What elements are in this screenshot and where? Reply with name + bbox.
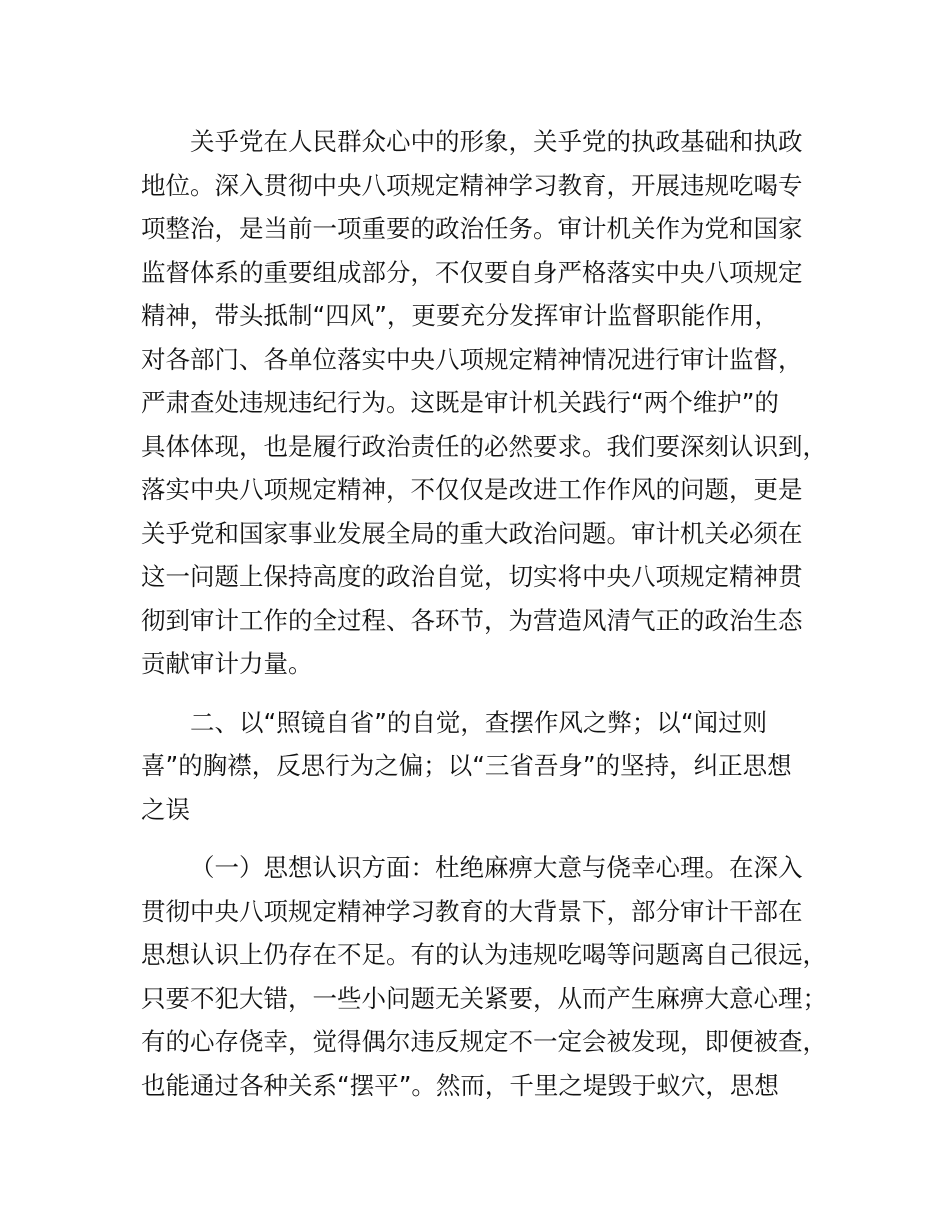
section-heading-two (141, 701, 841, 832)
text-line: 这一问题上保持高度的政治自觉，切实将中央八项规定精神贯 (141, 562, 803, 591)
paragraph-importance (141, 120, 841, 686)
text-line: 之误 (141, 794, 190, 824)
text-line: 项整治，是当前一项重要的政治任务。审计机关作为党和国家 (141, 214, 803, 243)
text-line: 落实中央八项规定精神，不仅仅是改进工作作风的问题，更是 (141, 475, 803, 504)
text-line: 监督体系的重要组成部分，不仅要自身严格落实中央八项规定 (141, 257, 803, 287)
text-line: 思想认识上仍存在不足。有的认为违规吃喝等问题离自己很远， (141, 940, 827, 969)
document-body (141, 120, 841, 1107)
text-line: 喜”的胸襟，反思行为之偏；以“三省吾身”的坚持，纠正思想 (141, 751, 792, 780)
text-line: 贯彻中央八项规定精神学习教育的大背景下，部分审计干部在 (141, 896, 803, 926)
text-line: 对各部门、各单位落实中央八项规定精神情况进行审计监督， (141, 344, 803, 374)
text-line: 关乎党和国家事业发展全局的重大政治问题。审计机关必须在 (141, 518, 803, 548)
text-line: 也能通过各种关系“摆平”。然而，千里之堤毁于蚁穴，思想 (141, 1070, 779, 1100)
paragraph-ideological-awareness (141, 846, 841, 1107)
text-line: 有的心存侥幸，觉得偶尔违反规定不一定会被发现，即便被查， (141, 1027, 827, 1056)
text-line: 地位。深入贯彻中央八项规定精神学习教育，开展违规吃喝专 (141, 170, 803, 200)
text-line: 二、以“照镜自省”的自觉，查摆作风之弊；以“闻过则 (190, 707, 768, 737)
text-line: 关乎党在人民群众心中的形象，关乎党的执政基础和执政 (190, 127, 803, 156)
text-line: （一）思想认识方面：杜绝麻痹大意与侥幸心理。在深入 (190, 853, 803, 882)
text-line: 严肃查处违规违纪行为。这既是审计机关践行“两个维护”的 (141, 388, 779, 417)
text-line: 只要不犯大错，一些小问题无关紧要，从而产生麻痹大意心理； (141, 983, 827, 1013)
text-line: 具体体现，也是履行政治责任的必然要求。我们要深刻认识到， (141, 431, 827, 461)
text-line: 彻到审计工作的全过程、各环节，为营造风清气正的政治生态 (141, 605, 803, 635)
text-line: 贡献审计力量。 (141, 649, 313, 678)
text-line: 精神，带头抵制“四风”，更要充分发挥审计监督职能作用， (141, 301, 779, 330)
